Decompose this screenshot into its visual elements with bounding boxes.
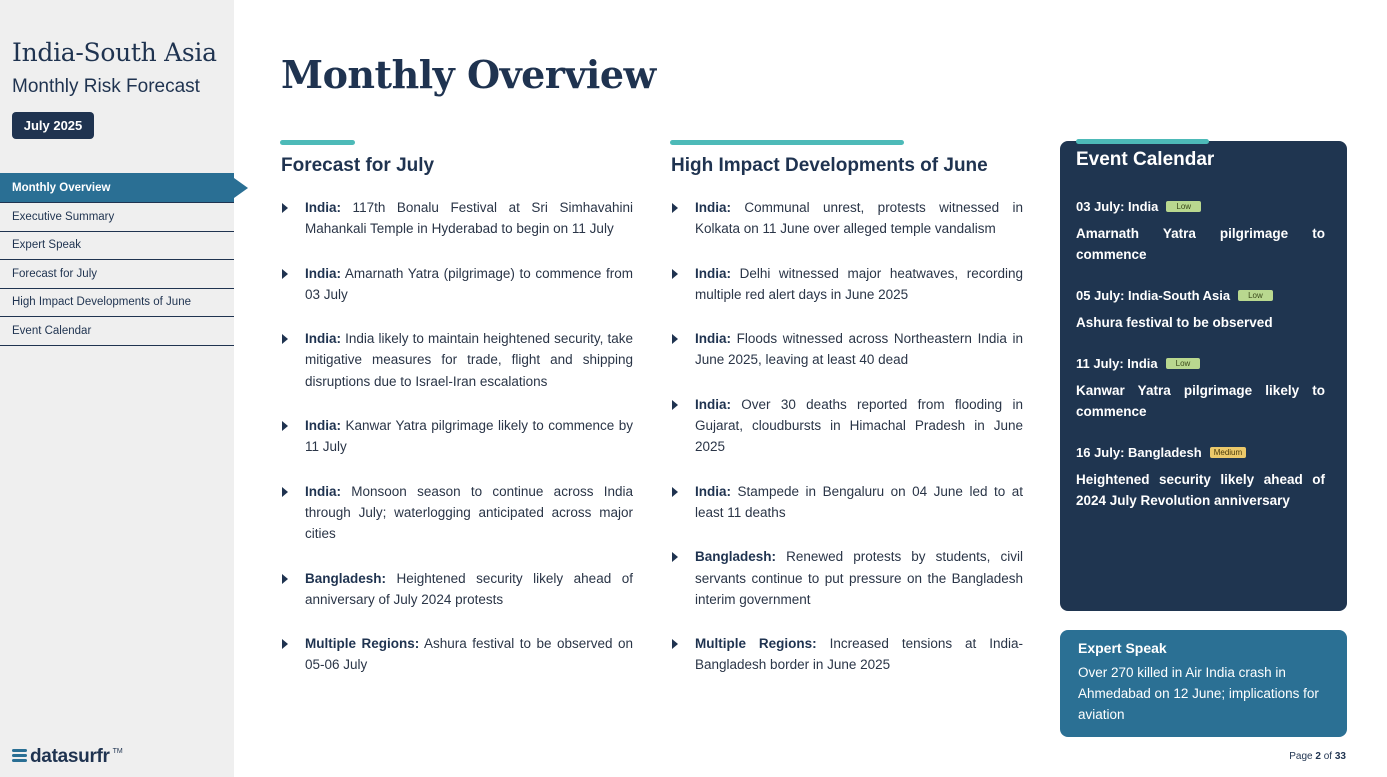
item-text: Monsoon season to continue across India through July; waterlogging anticipated across major cities bbox=[305, 483, 633, 542]
event-date-region: 03 July: India bbox=[1076, 199, 1159, 214]
region-label: India: bbox=[695, 265, 731, 281]
region-label: India: bbox=[305, 331, 341, 347]
page-number bbox=[1289, 751, 1346, 762]
region-label: India: bbox=[305, 418, 341, 434]
forecast-section bbox=[281, 140, 633, 699]
section-heading: Forecast for July bbox=[281, 155, 435, 176]
page-current: 2 bbox=[1315, 751, 1321, 762]
logo-trademark: TM bbox=[112, 748, 123, 755]
nav-item-forecast[interactable]: Forecast for July bbox=[0, 260, 234, 289]
section-heading: High Impact Developments of June bbox=[671, 155, 988, 176]
page-prefix: Page bbox=[1289, 751, 1316, 762]
event-description: Heightened security likely ahead of 2024 July Revolution anniversary bbox=[1076, 472, 1325, 508]
section-accent-bar bbox=[280, 140, 355, 145]
expert-speak-title: Expert Speak bbox=[1078, 640, 1167, 656]
event-date-region: 05 July: India-South Asia bbox=[1076, 288, 1231, 303]
risk-level-badge: Low bbox=[1166, 358, 1201, 369]
list-item bbox=[671, 633, 1023, 676]
region-label: India: bbox=[305, 200, 341, 215]
bullet-arrow-icon bbox=[282, 639, 288, 649]
risk-level-badge: Low bbox=[1238, 290, 1273, 301]
item-text: Floods witnessed across Northeastern India in June 2025, leaving at least 40 dead bbox=[695, 331, 1023, 368]
active-indicator-arrow-icon bbox=[234, 178, 248, 198]
risk-level-badge: Low bbox=[1166, 201, 1201, 212]
bullet-arrow-icon bbox=[672, 400, 678, 410]
event-header bbox=[1076, 445, 1325, 460]
list-item bbox=[671, 197, 1023, 240]
bullet-arrow-icon bbox=[282, 487, 288, 497]
event-item bbox=[1076, 199, 1325, 265]
list-item bbox=[281, 197, 633, 240]
bullet-arrow-icon bbox=[672, 639, 678, 649]
item-text: 117th Bonalu Festival at Sri Simhavahini Mahankali Temple in Hyderabad to begin on 11 July bbox=[305, 200, 633, 237]
item-text: Ashura festival to be observed on 05-06 July bbox=[305, 636, 633, 673]
forecast-list bbox=[281, 197, 633, 676]
item-text: India likely to maintain heightened security, take mitigative measures for trade, flight and shipping disruptions due to Israel-Iran escalations bbox=[305, 331, 633, 389]
bullet-arrow-icon bbox=[282, 203, 288, 213]
region-label: India: bbox=[695, 331, 731, 347]
event-item bbox=[1076, 288, 1325, 333]
logo-text: datasurfr bbox=[30, 746, 110, 767]
bullet-arrow-icon bbox=[282, 421, 288, 431]
developments-list bbox=[671, 197, 1023, 676]
section-accent-bar bbox=[670, 140, 904, 145]
bullet-arrow-icon bbox=[282, 574, 288, 584]
item-text: Over 30 deaths reported from flooding in Gujarat, cloudbursts in Himachal Pradesh in June 2025 bbox=[695, 396, 1023, 455]
page-title: Monthly Overview bbox=[281, 52, 656, 97]
developments-section bbox=[671, 140, 1023, 699]
datasurfr-logo bbox=[12, 746, 123, 768]
region-label: Bangladesh: bbox=[305, 570, 387, 586]
region-label: India: bbox=[695, 483, 731, 499]
bullet-arrow-icon bbox=[672, 552, 678, 562]
bullet-arrow-icon bbox=[282, 269, 288, 279]
event-description: Ashura festival to be observed bbox=[1076, 315, 1273, 330]
nav-item-monthly-overview[interactable] bbox=[0, 173, 234, 203]
event-calendar-panel bbox=[1060, 141, 1347, 611]
list-item bbox=[281, 415, 633, 458]
expert-speak-card[interactable] bbox=[1060, 630, 1347, 737]
nav-item-label: Monthly Overview bbox=[12, 181, 111, 194]
region-label: India: bbox=[695, 396, 731, 412]
event-list bbox=[1076, 199, 1325, 534]
list-item bbox=[281, 263, 633, 306]
bullet-arrow-icon bbox=[672, 269, 678, 279]
list-item bbox=[281, 328, 633, 392]
nav-item-executive-summary[interactable]: Executive Summary bbox=[0, 203, 234, 232]
item-text: Stampede in Bengaluru on 04 June led to at least 11 deaths bbox=[695, 483, 1023, 520]
report-title: India-South Asia bbox=[12, 38, 217, 67]
event-date-region: 11 July: India bbox=[1076, 356, 1158, 371]
list-item bbox=[671, 263, 1023, 306]
event-header bbox=[1076, 356, 1325, 371]
region-label: India: bbox=[305, 483, 341, 499]
bullet-arrow-icon bbox=[672, 334, 678, 344]
risk-level-badge: Medium bbox=[1210, 447, 1246, 458]
region-label: Bangladesh: bbox=[695, 549, 777, 565]
event-calendar-title: Event Calendar bbox=[1076, 149, 1215, 170]
event-date-region: 16 July: Bangladesh bbox=[1076, 445, 1202, 460]
logo-waves-icon bbox=[12, 749, 27, 766]
bullet-arrow-icon bbox=[672, 487, 678, 497]
nav-item-developments[interactable]: High Impact Developments of June bbox=[0, 289, 234, 318]
item-text: Kanwar Yatra pilgrimage likely to commence by 11 July bbox=[305, 418, 633, 455]
sidebar bbox=[0, 0, 234, 777]
region-label: Multiple Regions: bbox=[695, 636, 817, 652]
nav-item-event-calendar[interactable]: Event Calendar bbox=[0, 317, 234, 346]
item-text: Communal unrest, protests witnessed in Kolkata on 11 June over alleged temple vandalism bbox=[695, 200, 1023, 237]
item-text: Delhi witnessed major heatwaves, recording multiple red alert days in June 2025 bbox=[695, 265, 1023, 302]
list-item bbox=[281, 633, 633, 676]
page-separator: of bbox=[1320, 751, 1335, 762]
nav-item-expert-speak[interactable]: Expert Speak bbox=[0, 232, 234, 261]
region-label: India: bbox=[695, 200, 731, 215]
item-text: Heightened security likely ahead of anniversary of July 2024 protests bbox=[305, 570, 633, 607]
item-text: Renewed protests by students, civil servants continue to put pressure on the Bangladesh interim government bbox=[695, 549, 1023, 607]
bullet-arrow-icon bbox=[282, 334, 288, 344]
event-header bbox=[1076, 288, 1325, 303]
item-text: Increased tensions at India-Bangladesh border in June 2025 bbox=[695, 636, 1024, 673]
list-item bbox=[671, 546, 1023, 610]
page-total: 33 bbox=[1334, 751, 1346, 762]
region-label: Multiple Regions: bbox=[305, 636, 420, 652]
expert-speak-text: Over 270 killed in Air India crash in Ahmedabad on 12 June; implications for aviation bbox=[1078, 665, 1319, 722]
report-subtitle: Monthly Risk Forecast bbox=[12, 76, 200, 97]
list-item bbox=[281, 568, 633, 611]
region-label: India: bbox=[305, 265, 341, 281]
event-item bbox=[1076, 356, 1325, 422]
list-item bbox=[671, 328, 1023, 371]
event-header bbox=[1076, 199, 1325, 214]
event-description: Kanwar Yatra pilgrimage likely to commence bbox=[1076, 383, 1325, 419]
list-item bbox=[671, 394, 1023, 458]
section-accent-bar bbox=[1076, 139, 1209, 144]
list-item bbox=[281, 481, 633, 545]
event-item bbox=[1076, 445, 1325, 511]
event-description: Amarnath Yatra pilgrimage to commence bbox=[1076, 226, 1325, 262]
report-date-badge: July 2025 bbox=[12, 112, 94, 139]
section-nav bbox=[0, 173, 234, 346]
bullet-arrow-icon bbox=[672, 203, 678, 213]
list-item bbox=[671, 481, 1023, 524]
item-text: Amarnath Yatra (pilgrimage) to commence from 03 July bbox=[305, 265, 633, 302]
